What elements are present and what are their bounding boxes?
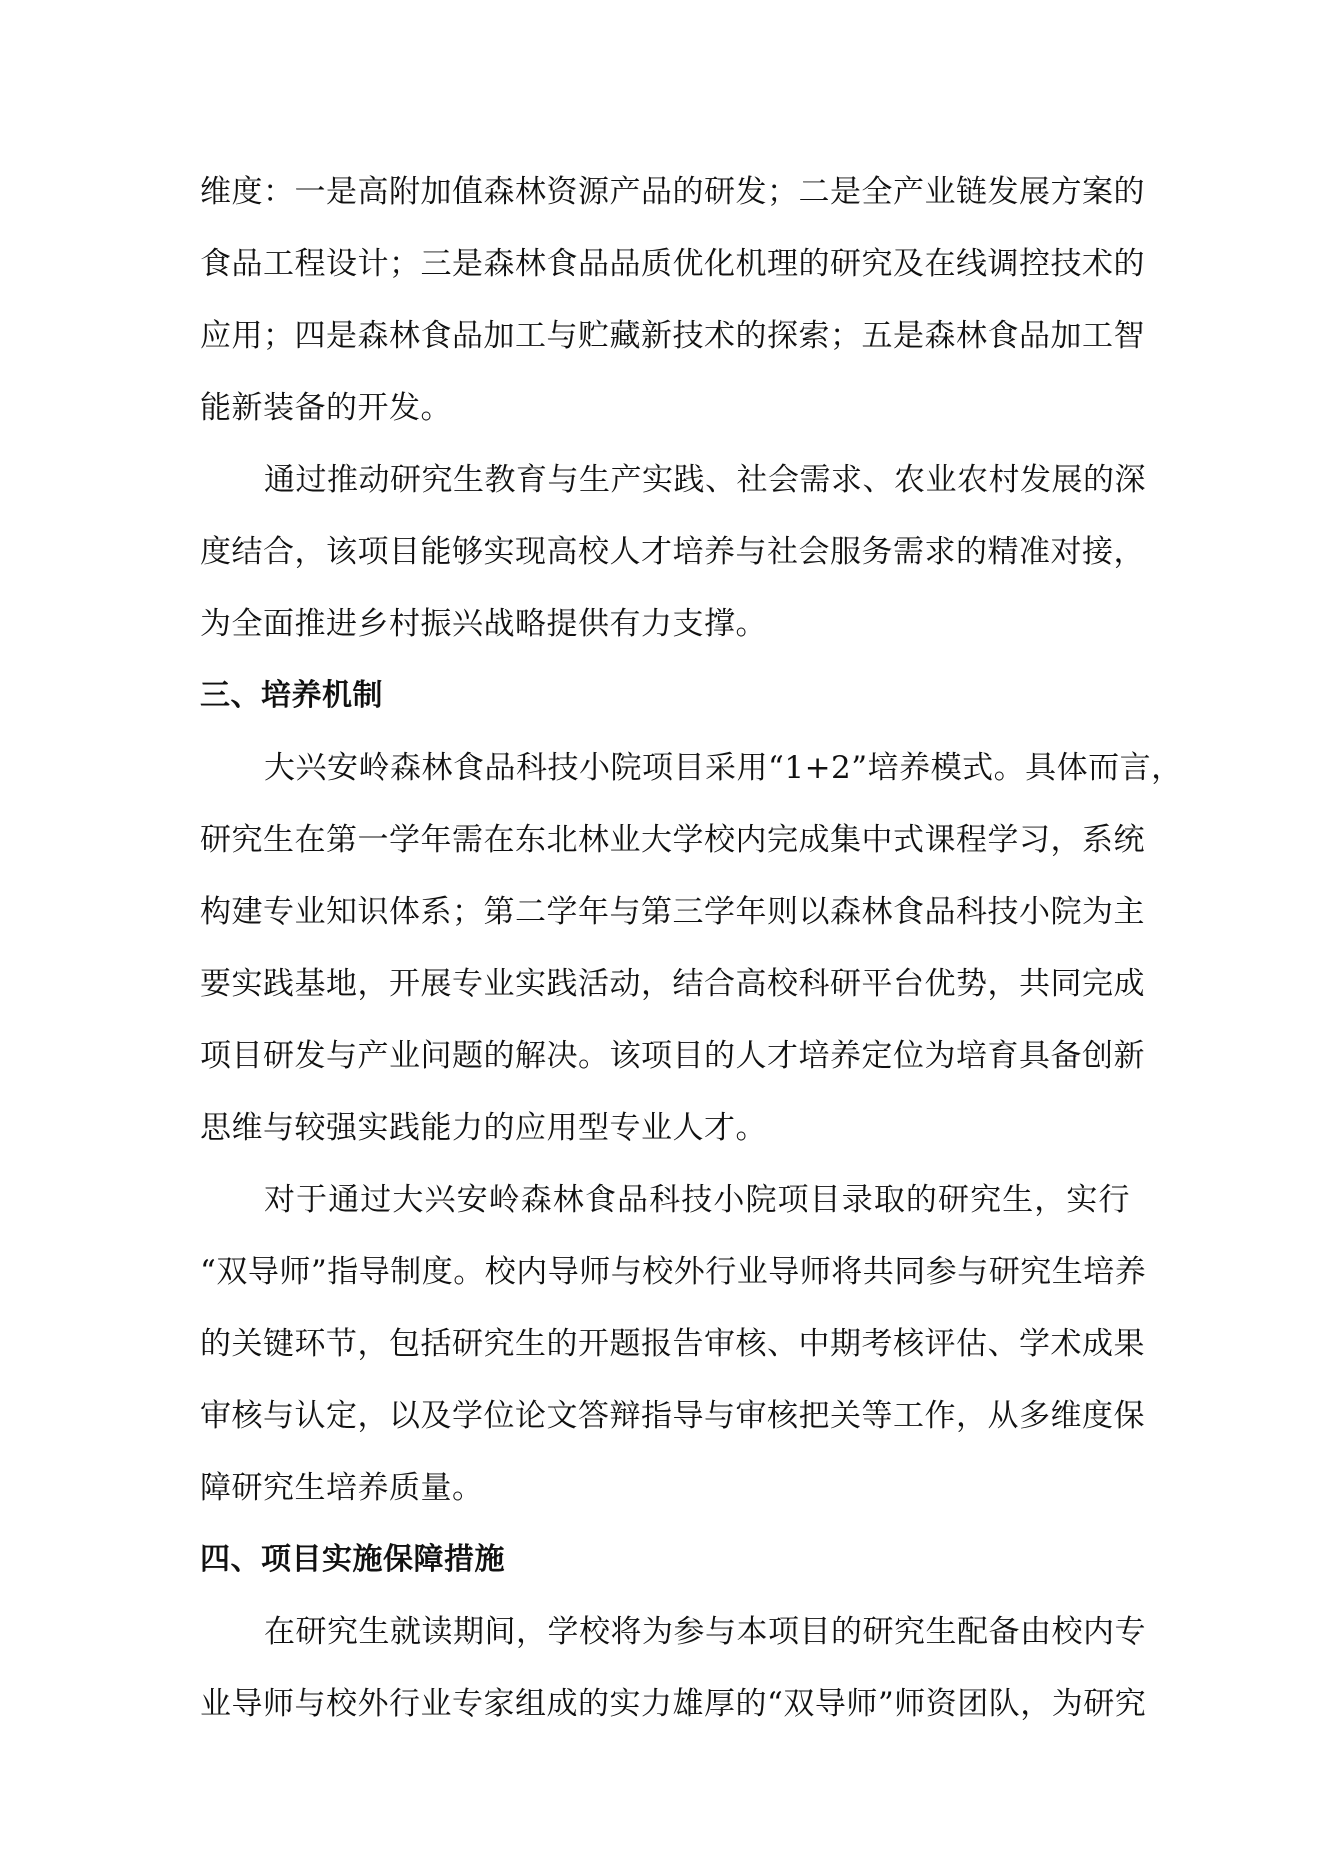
paragraph-line: 对于通过大兴安岭森林食品科技小院项目录取的研究生，实行 <box>264 1182 1130 1218</box>
paragraph-line: 审核与认定，以及学位论文答辩指导与审核把关等工作，从多维度保 <box>200 1398 1145 1434</box>
paragraph-line: 构建专业知识体系；第二学年与第三学年则以森林食品科技小院为主 <box>200 894 1145 930</box>
paragraph-line: 维度：一是高附加值森林资源产品的研发；二是全产业链发展方案的 <box>200 174 1145 210</box>
paragraph-line: 应用；四是森林食品加工与贮藏新技术的探索；五是森林食品加工智 <box>200 318 1145 354</box>
section-heading: 四、项目实施保障措施 <box>200 1542 505 1577</box>
paragraph-line: 为全面推进乡村振兴战略提供有力支撑。 <box>200 606 767 642</box>
paragraph-line: 的关键环节，包括研究生的开题报告审核、中期考核评估、学术成果 <box>200 1326 1145 1362</box>
paragraph-line: “双导师”指导制度。校内导师与校外行业导师将共同参与研究生培养 <box>200 1254 1147 1290</box>
paragraph-line: 通过推动研究生教育与生产实践、社会需求、农业农村发展的深 <box>264 462 1146 498</box>
paragraph-line: 大兴安岭森林食品科技小院项目采用“1+2”培养模式。具体而言， <box>264 750 1183 786</box>
section-heading: 三、培养机制 <box>200 678 383 713</box>
paragraph-line: 能新装备的开发。 <box>200 390 452 426</box>
paragraph-line: 业导师与校外行业专家组成的实力雄厚的“双导师”师资团队，为研究 <box>200 1686 1147 1722</box>
paragraph-line: 食品工程设计；三是森林食品品质优化机理的研究及在线调控技术的 <box>200 246 1145 282</box>
paragraph-line: 要实践基地，开展专业实践活动，结合高校科研平台优势，共同完成 <box>200 966 1145 1002</box>
paragraph-line: 在研究生就读期间，学校将为参与本项目的研究生配备由校内专 <box>264 1614 1146 1650</box>
paragraph-line: 研究生在第一学年需在东北林业大学校内完成集中式课程学习，系统 <box>200 822 1145 858</box>
paragraph-line: 障研究生培养质量。 <box>200 1470 484 1506</box>
paragraph-line: 度结合，该项目能够实现高校人才培养与社会服务需求的精准对接， <box>200 534 1145 570</box>
paragraph-line: 项目研发与产业问题的解决。该项目的人才培养定位为培育具备创新 <box>200 1038 1145 1074</box>
paragraph-line: 思维与较强实践能力的应用型专业人才。 <box>200 1110 767 1146</box>
